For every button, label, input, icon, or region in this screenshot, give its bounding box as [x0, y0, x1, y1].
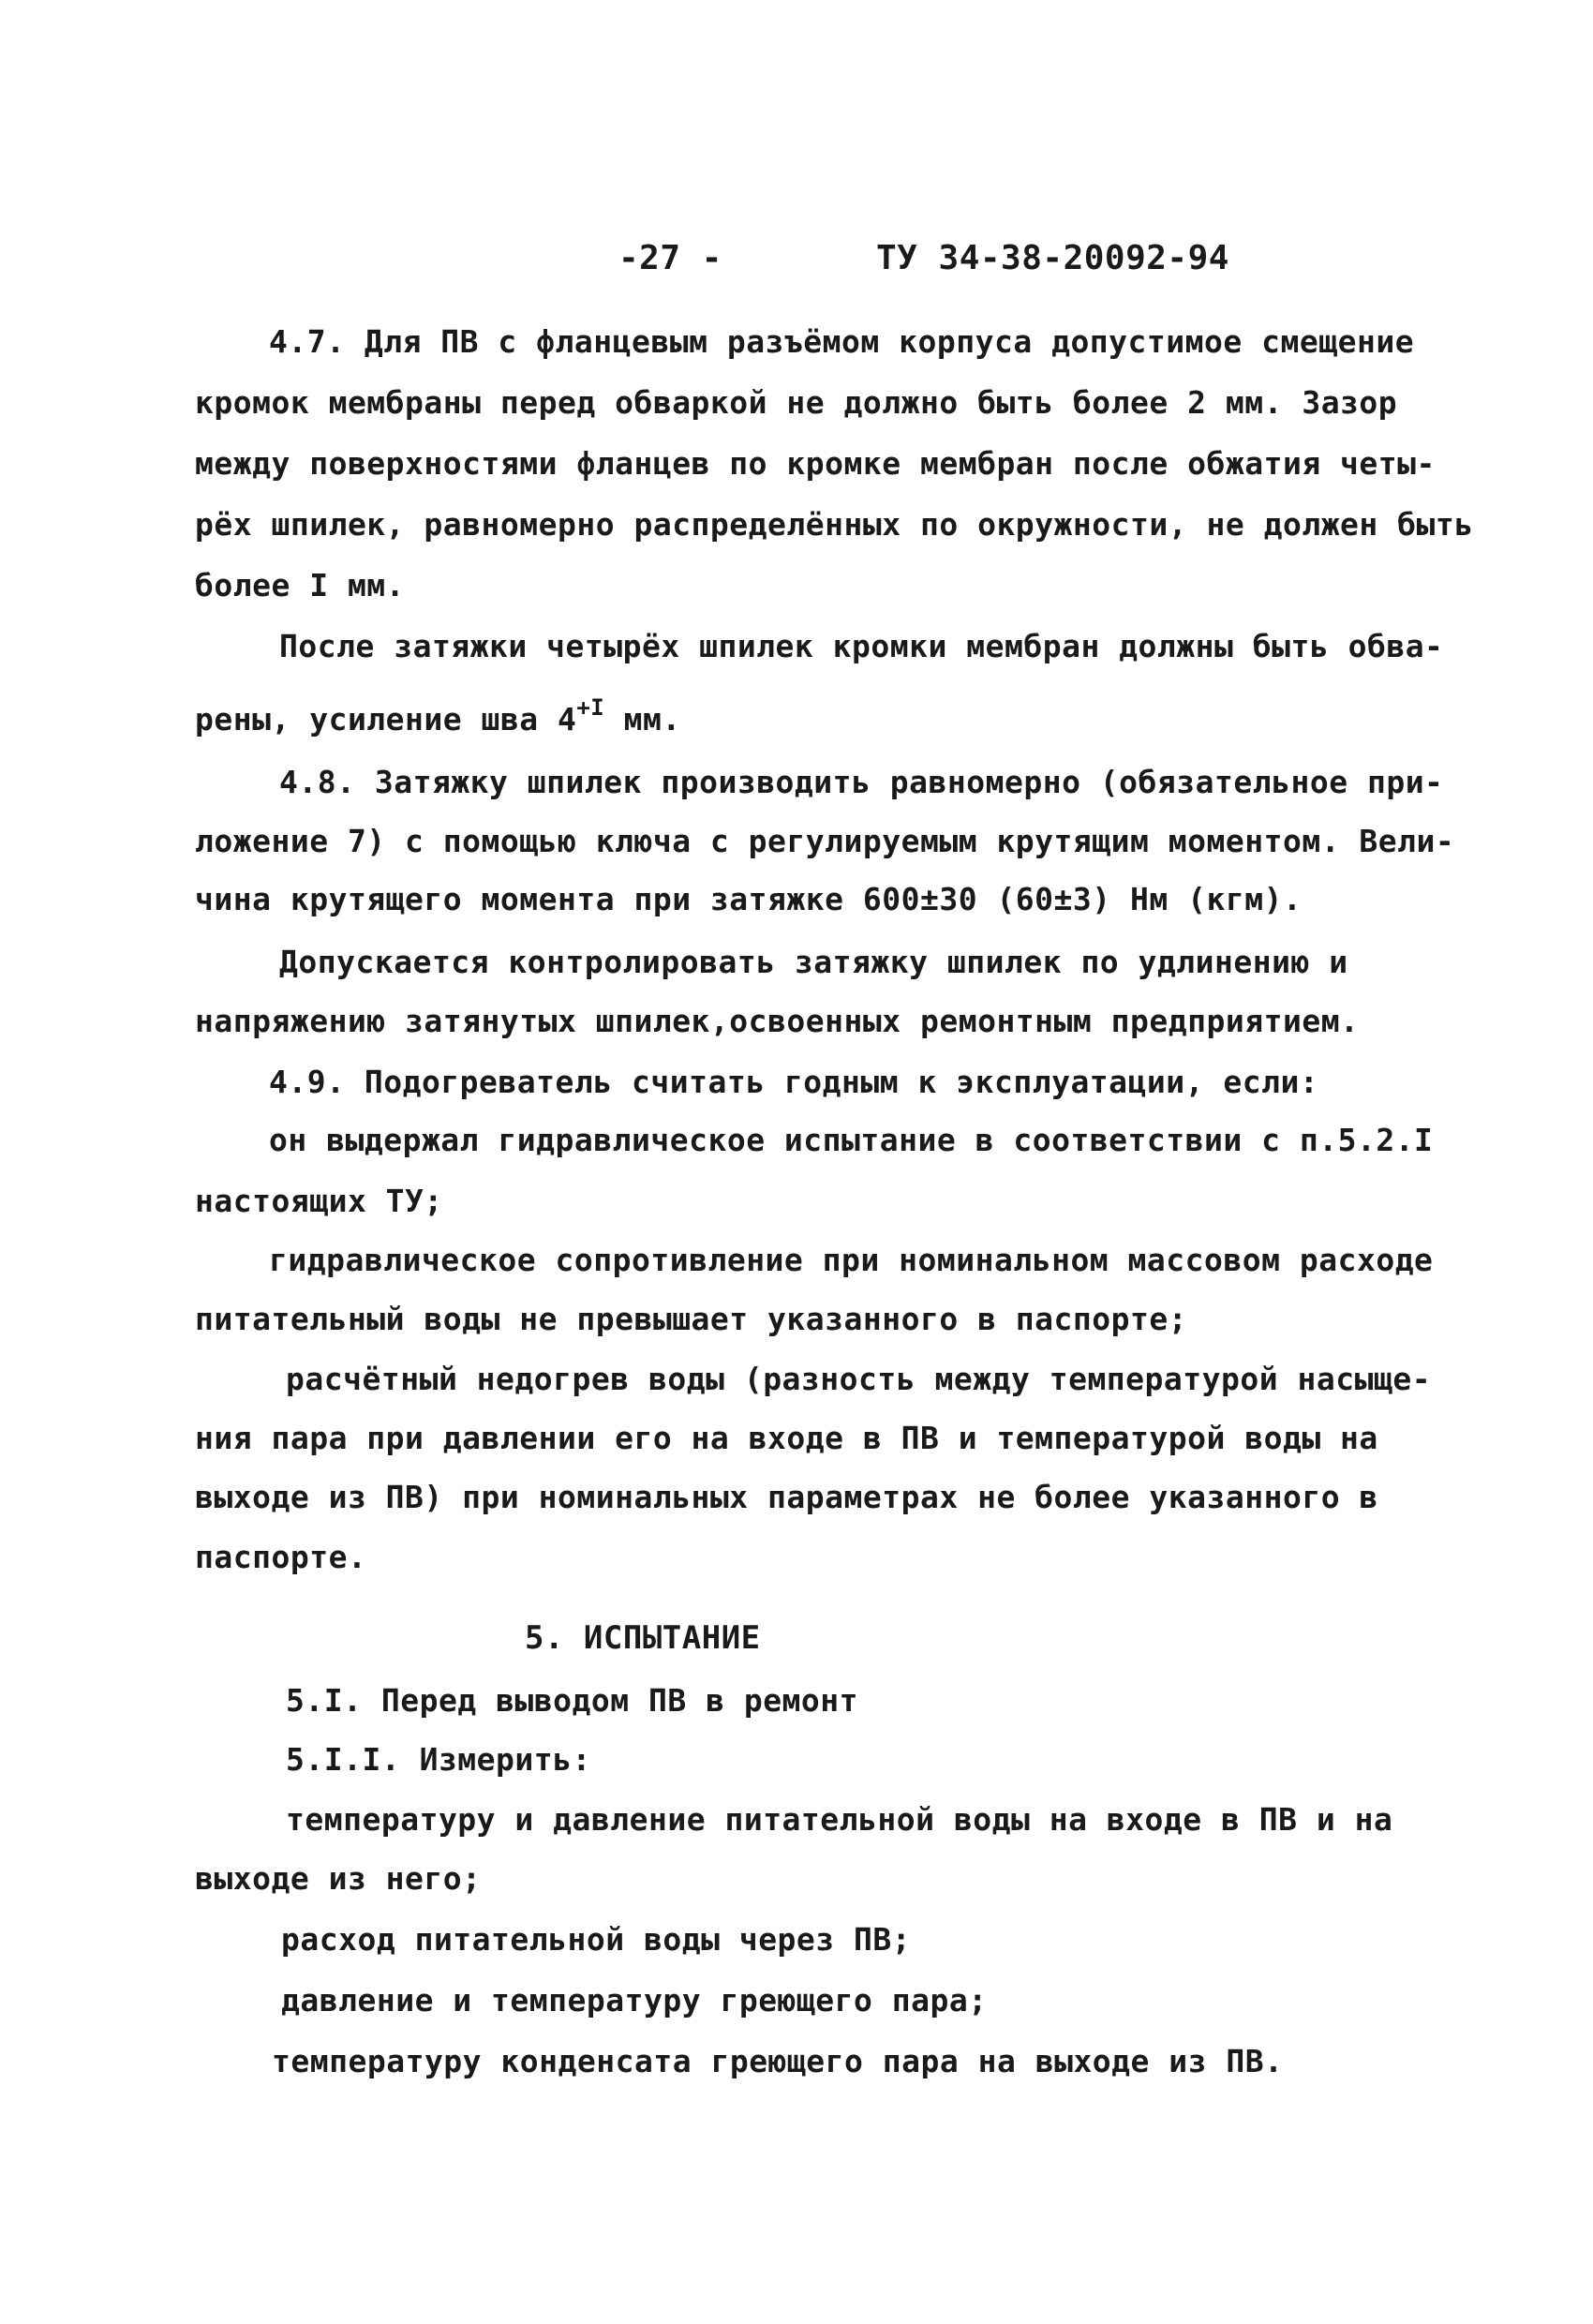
paragraph-4-9-item-b-line-2: питательный воды не превышает указанного в паспорте; [195, 1301, 1188, 1337]
paragraph-4-9-item-c-line-3: выходе из ПВ) при номинальных параметрах не более указанного в [195, 1479, 1378, 1515]
paragraph-4-9-item-c-line-2: ния пара при давлении его на входе в ПВ и температурой воды на [195, 1420, 1378, 1456]
paragraph-4-7-line-4: рёх шпилек, равномерно распределённых по окружности, не должен быть [195, 506, 1474, 543]
measure-item-3: давление и температуру греющего пара; [281, 1982, 988, 2019]
paragraph-4-7-line-3: между поверхностями фланцев по кромке мембран после обжатия четы- [195, 445, 1436, 482]
paragraph-4-7-line-1: 4.7. Для ПВ с фланцевым разъёмом корпуса допустимое смещение [269, 323, 1415, 360]
paragraph-4-8-line-3: чина крутящего момента при затяжке 600±30 (60±3) Нм (кгм). [195, 881, 1303, 917]
paragraph-4-8-line-1: 4.8. Затяжку шпилек производить равномерно (обязательное при- [279, 764, 1444, 800]
paragraph-4-8-line-2: ложение 7) с помощью ключа с регулируемым крутящим моментом. Вели- [195, 823, 1455, 859]
measure-item-2: расход питательной воды через ПВ; [281, 1921, 912, 1958]
document-code: ТУ 34-38-20092-94 [876, 239, 1229, 277]
weld-unit: мм. [604, 701, 681, 737]
paragraph-4-7-line-2: кромок мембраны перед обваркой не должно быть более 2 мм. Зазор [195, 384, 1398, 421]
measure-item-1-line-1: температуру и давление питательной воды на входе в ПВ и на [286, 1801, 1393, 1838]
section-5-heading: 5. ИСПЫТАНИЕ [525, 1619, 761, 1657]
paragraph-4-7b-line-2 [195, 694, 681, 737]
page-number: -27 - [618, 239, 722, 277]
subsection-5-1-1-heading: 5.I.I. Измерить: [286, 1741, 591, 1778]
paragraph-4-9-item-a-line-1: он выдержал гидравлическое испытание в соответствии с п.5.2.I [269, 1122, 1434, 1158]
paragraph-4-9-item-c-line-1: расчётный недогрев воды (разность между температурой насыще- [286, 1361, 1432, 1397]
paragraph-4-8b-line-1: Допускается контролировать затяжку шпилек по удлинению и [279, 944, 1348, 980]
weld-text: рены, усиление шва 4 [195, 701, 577, 737]
subsection-5-1-heading: 5.I. Перед выводом ПВ в ремонт [286, 1682, 859, 1719]
measure-item-4: температуру конденсата греющего пара на выходе из ПВ. [272, 2043, 1284, 2079]
paragraph-4-7-line-5: более I мм. [195, 567, 406, 603]
paragraph-4-7b-line-1: После затяжки четырёх шпилек кромки мембран должны быть обва- [279, 628, 1444, 664]
weld-tolerance: +I [576, 694, 605, 721]
paragraph-4-9-item-a-line-2: настоящих ТУ; [195, 1183, 443, 1219]
paragraph-4-9-item-b-line-1: гидравлическое сопротивление при номинальном массовом расходе [269, 1242, 1434, 1278]
paragraph-4-9-line-1: 4.9. Подогреватель считать годным к эксплуатации, если: [269, 1064, 1319, 1100]
measure-item-1-line-2: выходе из него; [195, 1860, 482, 1897]
paragraph-4-9-item-c-line-4: паспорте. [195, 1539, 367, 1575]
paragraph-4-8b-line-2: напряжению затянутых шпилек,освоенных ремонтным предприятием. [195, 1003, 1360, 1039]
